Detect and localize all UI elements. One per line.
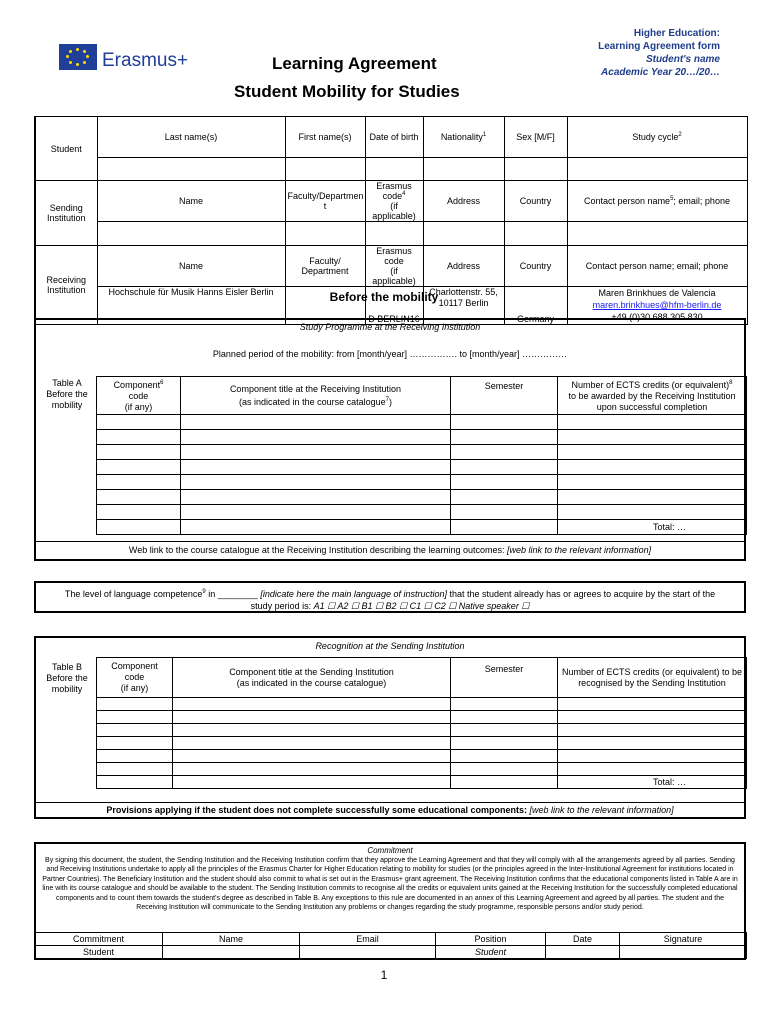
contact-email-link[interactable]: maren.brinkhues@hfm-berlin.de [592, 300, 722, 310]
study-cycle-header: Study cycle$^2$ [567, 117, 747, 158]
last-name-field[interactable] [97, 158, 285, 181]
table-b-row[interactable] [97, 737, 173, 750]
commitment-table [34, 932, 747, 959]
form-info: Higher Education: Learning Agreement form Student's name Academic Year 20…/20… [598, 28, 720, 78]
sending-name-field[interactable] [97, 222, 285, 246]
sending-code-field[interactable] [365, 222, 423, 246]
component-title-header: Component title at the Receiving Institution (as indicated in the course catalogue$^7$) [181, 377, 451, 415]
table-a-row[interactable] [97, 430, 181, 445]
receiving-country-header: Country [504, 246, 567, 287]
table-a-row[interactable] [97, 445, 181, 460]
sending-name-header: Name [97, 181, 285, 222]
student-email-field[interactable] [300, 946, 436, 959]
last-name-header: Last name(s) [97, 117, 285, 158]
first-name-field[interactable] [285, 158, 365, 181]
table-a-label: Table A Before the mobility [46, 378, 88, 410]
table-b-row[interactable] [97, 763, 173, 776]
provisions: Provisions applying if the student does not complete successfully some educational components: [web link to the relevant information] [36, 802, 744, 818]
commitment-title: Commitment [367, 846, 413, 855]
table-b-row[interactable] [97, 724, 173, 737]
receiving-code-value: D BERLIN16 [365, 287, 423, 325]
recognition-title: Recognition at the Sending Institution [315, 641, 465, 651]
nationality-header: Nationality$^1$ [423, 117, 504, 158]
student-label: Student [35, 117, 97, 181]
email-header: Email [300, 933, 436, 946]
before-mobility-heading: Before the mobility [329, 290, 439, 304]
study-programme-title: Study Programme at the Receiving Institution [299, 322, 481, 332]
position-header: Position [436, 933, 546, 946]
sending-label: Sending Institution [35, 181, 97, 246]
table-b-row[interactable] [97, 698, 173, 711]
dob-field[interactable] [365, 158, 423, 181]
student-position: Student [436, 946, 546, 959]
component-code-header-b: Component code (if any) [97, 658, 173, 698]
sending-contact-header: Contact person name$^5$; email; phone [567, 181, 747, 222]
table-a-row[interactable] [97, 505, 181, 520]
receiving-contact-header: Contact person name; email; phone [567, 246, 747, 287]
first-name-header: First name(s) [285, 117, 365, 158]
table-a-row[interactable] [97, 475, 181, 490]
component-title-header-b: Component title at the Sending Institution (as indicated in the course catalogue) [173, 658, 451, 698]
table-b-row[interactable] [97, 750, 173, 763]
commitment-header: Commitment [35, 933, 163, 946]
planned-period: Planned period of the mobility: from [month/year] ……………. to [month/year] …………… [212, 349, 568, 359]
student-signature-field[interactable] [620, 946, 747, 959]
receiving-address-value: Charlottenstr. 55, 10117 Berlin [423, 287, 504, 325]
ects-header: Number of ECTS credits (or equivalent)$^8$ to be awarded by the Receiving Institution upon successful completion [558, 377, 747, 415]
student-row-label: Student [35, 946, 163, 959]
table-b-row[interactable] [97, 711, 173, 724]
table-a-row[interactable] [97, 520, 181, 535]
ects-header-b: Number of ECTS credits (or equivalent) to be recognised by the Sending Institution [558, 658, 747, 698]
sending-address-field[interactable] [423, 222, 504, 246]
dob-header: Date of birth [365, 117, 423, 158]
sending-country-header: Country [504, 181, 567, 222]
sending-address-header: Address [423, 181, 504, 222]
sending-country-field[interactable] [504, 222, 567, 246]
receiving-name-header: Name [97, 246, 285, 287]
erasmus-logo-text: Erasmus+ [102, 50, 189, 71]
document-title: Learning Agreement [272, 54, 437, 73]
table-a-row[interactable] [97, 490, 181, 505]
table-a-total: Total: … [558, 520, 747, 535]
semester-header: Semester [451, 377, 558, 415]
page-number: 1 [380, 968, 388, 982]
study-cycle-field[interactable] [567, 158, 747, 181]
table-b-total: Total: … [558, 776, 747, 789]
table-a-row[interactable] [97, 460, 181, 475]
component-code-header: Component$^6$ code (if any) [97, 377, 181, 415]
receiving-country-value: Germany [504, 287, 567, 325]
receiving-contact-value: Maren Brinkhues de Valencia maren.brinkhues@hfm-berlin.de +49 (0)30 688 305 830 [567, 287, 747, 325]
name-header: Name [163, 933, 300, 946]
sending-code-header: Erasmus code$^4$ (if applicable) [365, 181, 423, 222]
student-name-field[interactable] [163, 946, 300, 959]
table-b-row[interactable] [97, 776, 173, 789]
receiving-name-value: Hochschule für Musik Hanns Eisler Berlin [97, 287, 285, 325]
table-a-row[interactable] [97, 415, 181, 430]
table-b-label: Table B Before the mobility [46, 662, 88, 694]
receiving-label: Receiving Institution [35, 246, 97, 325]
eu-flag-icon [59, 44, 97, 70]
language-competence: The level of language competence$^9$ in ________ [indicate here the main language of instruction] that the student already has or agrees to acquire by the start of the study period is: A1 ☐ A2 ☐ B1 ☐ B2 ☐ C1 ☐ C2 ☐ Native speaker ☐ [64, 589, 716, 611]
sending-faculty-header: Faculty/Departmen t [285, 181, 365, 222]
table-b [96, 657, 747, 789]
sex-field[interactable] [504, 158, 567, 181]
language-levels[interactable]: A1 ☐ A2 ☐ B1 ☐ B2 ☐ C1 ☐ C2 ☐ Native speaker ☐ [313, 601, 530, 611]
receiving-code-header: Erasmus code (if applicable) [365, 246, 423, 287]
student-date-field[interactable] [546, 946, 620, 959]
sending-faculty-field[interactable] [285, 222, 365, 246]
nationality-field[interactable] [423, 158, 504, 181]
receiving-address-header: Address [423, 246, 504, 287]
sending-contact-field[interactable] [567, 222, 747, 246]
commitment-text: By signing this document, the student, the Sending Institution and the Receiving Institution confirm that they approve the Learning Agreement and that they will comply with all the arrangements agreed by all parties. Sending and Receiving Institutions undertake to apply all the principles of the Erasmus Charter for Higher Education relating to mobility for studies (or the principles agreed in the Inter-Institutional Agreement for institutions located in Partner Countries). The Beneficiary Institution and the student should also commit to what is set out in the Erasmus+ grant agreement. The Receiving Institution confirms that the educational components listed in Table A are in line with its course catalogue and should be available to the student. The Sending Institution commits to recognise all the credits or equivalent units gained at the Receiving Institution for the successfully completed educational components and to count them towards the student's degree as described in Table B. Any exceptions to this rule are documented in an annex of this Learning Agreement and agreed by all parties. The student and the Receiving Institution will communicate to the Sending Institution any problems or changes regarding the study programme, responsible persons and/or study period. [42, 857, 738, 912]
weblink-a: Web link to the course catalogue at the Receiving Institution describing the learning outcomes: [web link to the relevant information] [36, 541, 744, 559]
table-a [96, 376, 747, 535]
sex-header: Sex [M/F] [504, 117, 567, 158]
semester-header-b: Semester [451, 658, 558, 698]
receiving-faculty-header: Faculty/ Department [285, 246, 365, 287]
document-subtitle: Student Mobility for Studies [234, 82, 460, 101]
signature-header: Signature [620, 933, 747, 946]
date-header: Date [546, 933, 620, 946]
